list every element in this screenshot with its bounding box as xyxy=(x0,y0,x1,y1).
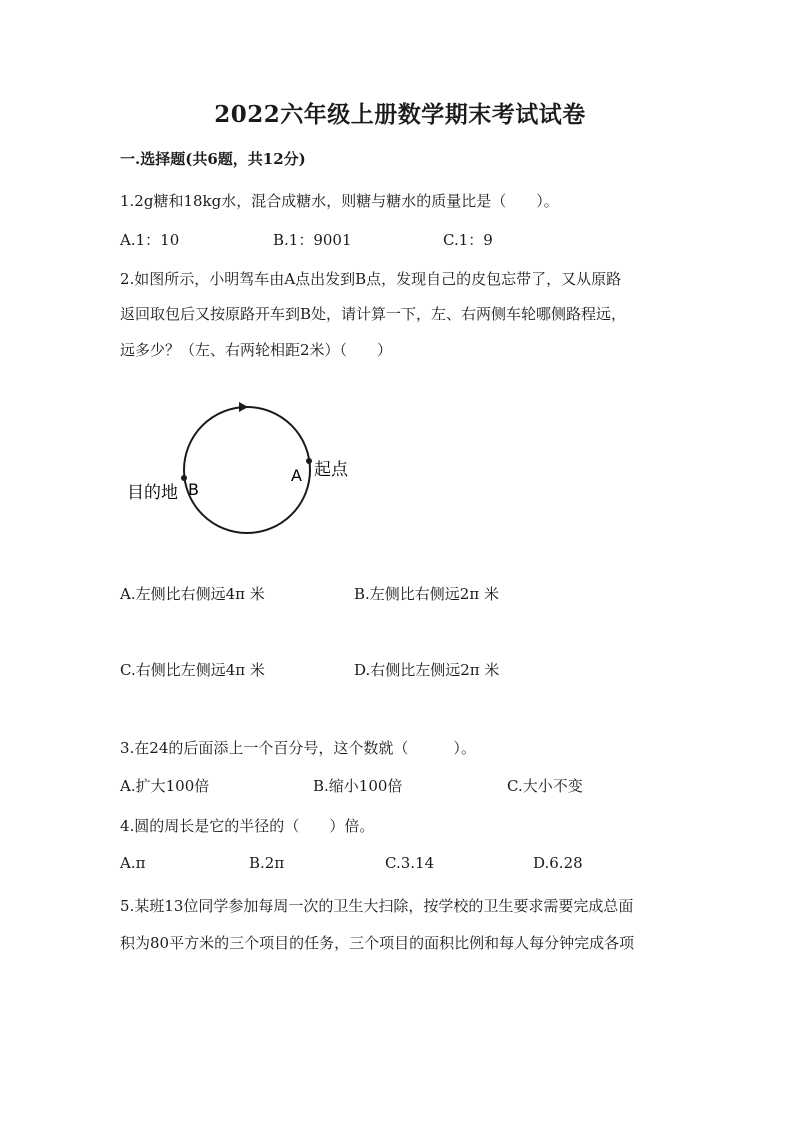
question-5-stem-line-1: 5.某班13位同学参加每周一次的卫生大扫除，按学校的卫生要求需要完成总面 xyxy=(120,897,634,915)
question-3-stem: 3.在24的后面添上一个百分号，这个数就（ ）。 xyxy=(120,739,476,757)
question-3-option-c: C.大小不变 xyxy=(507,777,583,795)
question-1-option-a: A.1：10 xyxy=(120,231,180,249)
point-a-dot xyxy=(306,458,312,464)
question-3-option-a: A.扩大100倍 xyxy=(120,777,210,795)
question-2-option-c: C.右侧比左侧远4π 米 xyxy=(120,661,265,679)
question-1-stem: 1.2g糖和18kg水，混合成糖水，则糖与糖水的质量比是（ ）。 xyxy=(120,192,559,210)
question-3-option-b: B.缩小100倍 xyxy=(313,777,403,795)
point-b-dot xyxy=(181,475,187,481)
question-4-stem: 4.圆的周长是它的半径的（ ）倍。 xyxy=(120,817,375,835)
question-2-stem-line-2: 返回取包后又按原路开车到B处，请计算一下，左、右两侧车轮哪侧路程远， xyxy=(120,305,627,323)
question-4-option-a: A.π xyxy=(120,854,146,872)
question-5-stem-line-2: 积为80平方米的三个项目的任务，三个项目的面积比例和每人每分钟完成各项 xyxy=(120,934,635,952)
question-1-option-c: C.1：9 xyxy=(443,231,493,249)
point-a-label: A xyxy=(291,466,302,485)
direction-arrow-icon xyxy=(239,402,248,412)
question-2-stem-line-3: 远多少？（左、右两轮相距2米）（ ） xyxy=(120,341,393,359)
question-4-option-b: B.2π xyxy=(249,854,285,872)
question-4-option-c: C.3.14 xyxy=(385,854,435,872)
question-1-option-b: B.1：9001 xyxy=(273,231,352,249)
destination-label: 目的地 xyxy=(127,483,178,503)
question-2-stem-line-1: 2.如图所示，小明驾车由A点出发到B点，发现自己的皮包忘带了，又从原路 xyxy=(120,270,622,288)
circle-route-figure xyxy=(120,395,380,545)
question-2-option-d: D.右侧比左侧远2π 米 xyxy=(354,661,500,679)
question-4-option-d: D.6.28 xyxy=(533,854,583,872)
question-2-option-a: A.左侧比右侧远4π 米 xyxy=(120,585,265,603)
section-heading: 一.选择题(共6题，共12分) xyxy=(120,150,306,168)
start-point-label: 起点 xyxy=(314,460,348,480)
page-title: 2022六年级上册数学期末考试试卷 xyxy=(214,101,586,128)
question-2-option-b: B.左侧比右侧远2π 米 xyxy=(354,585,499,603)
point-b-label: B xyxy=(188,480,199,499)
